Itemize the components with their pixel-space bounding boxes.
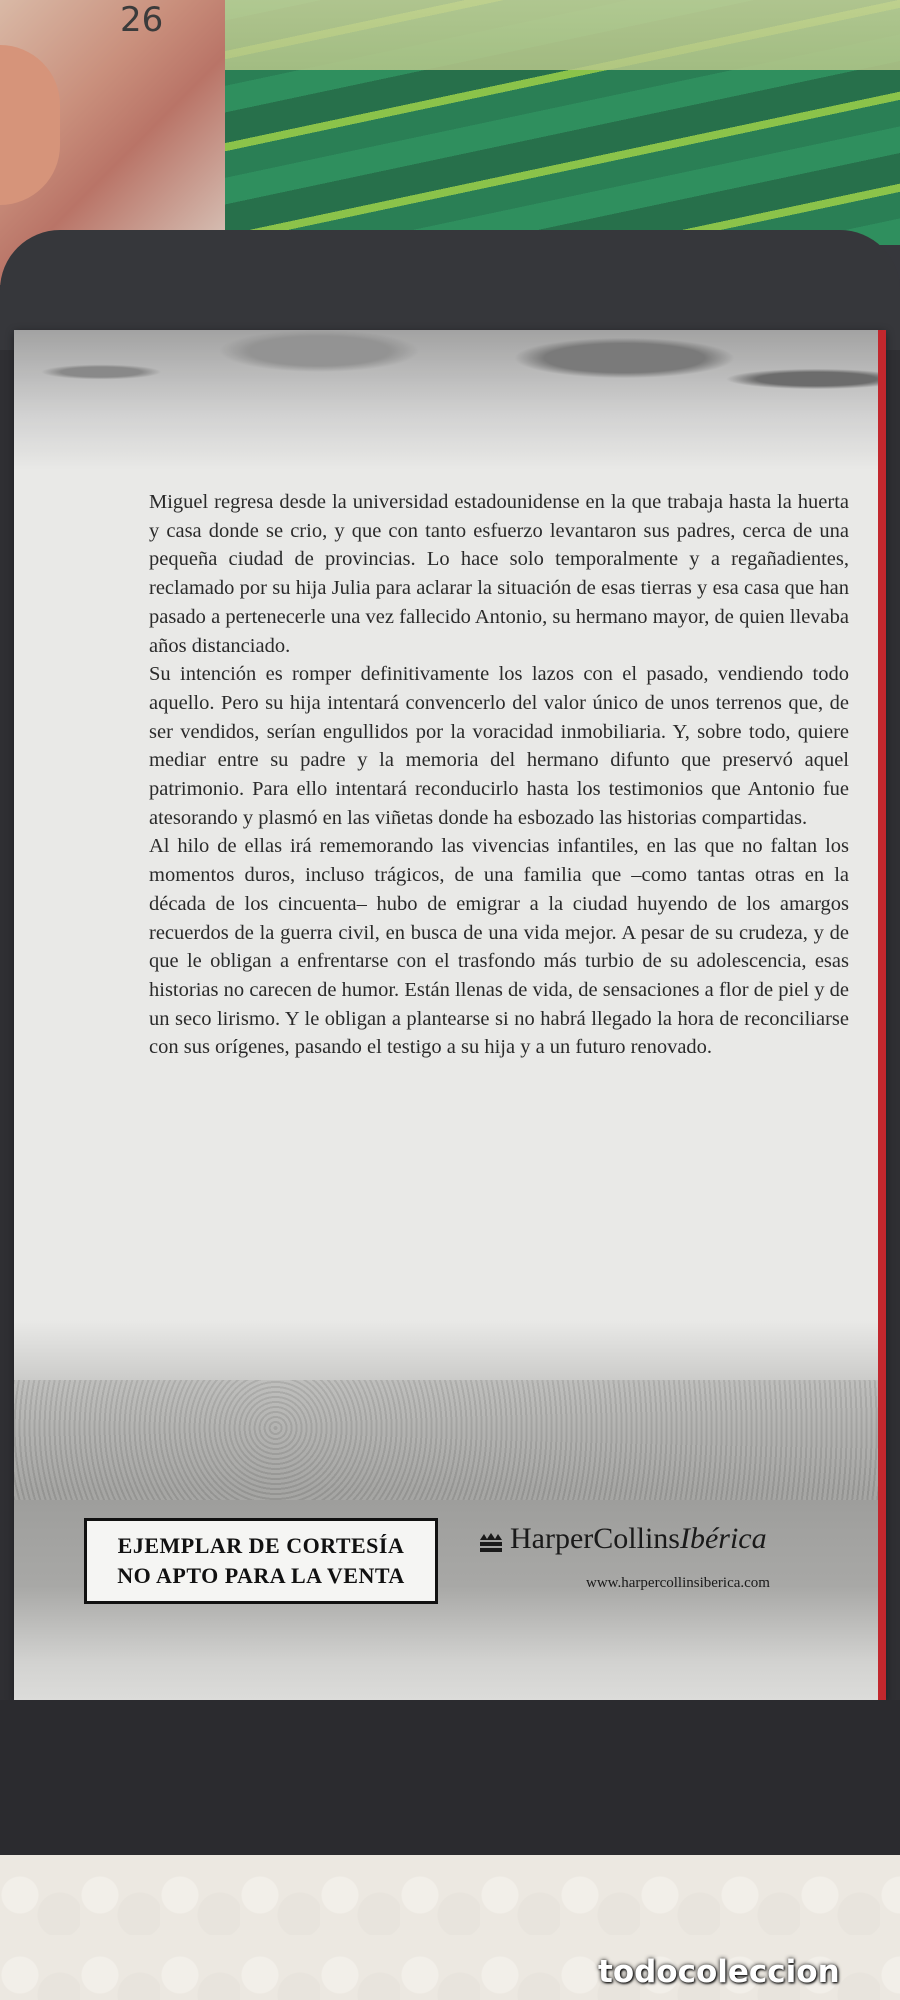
book-blurb — [149, 488, 849, 1062]
publisher-name: HarperCollins — [510, 1522, 680, 1555]
publisher-name-italic: Ibérica — [679, 1522, 767, 1555]
courtesy-line-2: NO APTO PARA LA VENTA — [117, 1563, 405, 1588]
courtesy-notice — [84, 1518, 438, 1604]
poster-hand — [0, 45, 60, 205]
poster-scribble: 26 — [120, 0, 164, 40]
publisher-logo — [478, 1522, 767, 1556]
harpercollins-fire-water-icon — [478, 1528, 504, 1550]
cover-texture-top — [14, 330, 886, 470]
todocoleccion-watermark: todocoleccion — [598, 1954, 840, 1990]
blurb-paragraph-3: Al hilo de ellas irá rememorando las vivencias infantiles, en las que no faltan los momentos duros, incluso trágicos, de una familia que –como tantas otras en la década de los cincuenta– hubo de emigrar a la ciudad huyendo de los amargos recuerdos de la guerra civil, en busca de una vida mejor. A pesar de su crudeza, y de que le obligan a enfrentarse con el trasfondo más turbio de su adolescencia, esas historias no carecen de humor. Están llenas de vida, de sensaciones a flor de piel y de un seco lirismo. Y le obligan a plantearse si no habrá llegado la hora de reconciliarse con sus orígenes, pasando el testigo a su hija y a un futuro renovado. — [149, 835, 849, 1059]
cover-texture-bottom — [14, 1320, 886, 1700]
green-blanket — [225, 0, 900, 245]
blurb-paragraph-2: Su intención es romper definitivamente los lazos con el pasado, vendiendo todo aquello. Pero su hija intentará convencerlo del valor único de unos terrenos que, de ser vendidos, serían engullidos por la voracidad inmobiliaria. Y, sobre todo, quiere mediar entre su padre y la memoria del hermano difunto que preservó aquel patrimonio. Para ello intentará reconducirlo hasta los testimonios que Antonio fue atesorando y plasmó en las viñetas donde ha esbozado las historias compartidas. — [149, 663, 849, 829]
cover-red-edge — [878, 330, 886, 1700]
courtesy-line-1: EJEMPLAR DE CORTESÍA — [117, 1533, 405, 1558]
book-back-cover — [14, 330, 886, 1700]
blurb-paragraph-1: Miguel regresa desde la universidad estadounidense en la que trabaja hasta la huerta y casa donde se crio, y que con tanto esfuerzo levantaron sus padres, cerca de una pequeña ciudad de provincias. Lo hace solo temporalmente y a regañadientes, reclamado por su hija Julia para aclarar la situación de esas tierras y esa casa que han pasado a pertenecerle una vez fallecido Antonio, su hermano mayor, de quien llevaba años distanciado. — [149, 491, 849, 657]
publisher-website: www.harpercollinsiberica.com — [586, 1575, 770, 1591]
